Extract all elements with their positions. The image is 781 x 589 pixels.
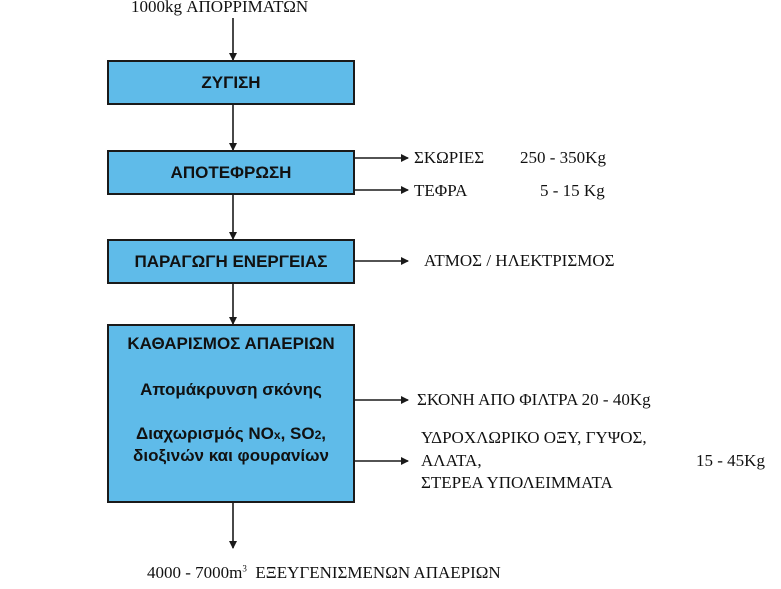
cleaning-separation-line2: διοξινών και φουρανίων: [133, 446, 329, 465]
final-output-label: [147, 563, 501, 583]
separation-suffix: ,: [321, 424, 327, 443]
residues-line1: ΥΔΡΟΧΛΩΡΙΚΟ ΟΞΥ, ΓΥΨΟΣ,: [421, 428, 647, 447]
nox-subscript: x: [273, 428, 281, 442]
box-incineration: ΑΠΟΤΕΦΡΩΣΗ: [107, 150, 355, 195]
input-label: 1000kg ΑΠΟΡΡΙΜΑΤΩΝ: [131, 0, 309, 16]
cleaning-dust-removal: Απομάκρυνση σκόνης: [140, 380, 322, 399]
box-flue-gas-cleaning: [107, 324, 355, 503]
final-description: ΕΞΕΥΓΕΝΙΣΜΕΝΩΝ ΑΠΑΕΡΙΩΝ: [255, 563, 501, 582]
residues-line3: ΣΤΕΡΕΑ ΥΠΟΛΕΙΜΜΑΤΑ: [421, 473, 613, 492]
steam-electricity-output: ΑΤΜΟΣ / ΗΛΕΚΤΡΙΣΜΟΣ: [424, 251, 615, 270]
cleaning-separation-line1: [109, 424, 353, 444]
cubic-superscript: 3: [242, 563, 247, 574]
separation-prefix: Διαχωρισμός NO: [135, 424, 274, 443]
slag-name: ΣΚΩΡΙΕΣ: [414, 148, 485, 167]
so2-subscript: 2: [314, 428, 322, 442]
final-amount: 4000 - 7000m: [147, 563, 243, 582]
residues-amount: 15 - 45Kg: [696, 451, 765, 470]
slag-amount: 250 - 350Kg: [520, 148, 606, 167]
filter-dust-output: ΣΚΟΝΗ ΑΠΟ ΦΙΛΤΡΑ 20 - 40Kg: [417, 390, 651, 409]
residues-line2: ΑΛΑΤΑ,: [421, 451, 482, 470]
box-energy-production: ΠΑΡΑΓΩΓΗ ΕΝΕΡΓΕΙΑΣ: [107, 239, 355, 284]
separation-middle: , SO: [280, 424, 315, 443]
box-weighing: ΖΥΓΙΣΗ: [107, 60, 355, 105]
cleaning-title: ΚΑΘΑΡΙΣΜΟΣ ΑΠΑΕΡΙΩΝ: [127, 334, 335, 353]
ash-name: ΤΕΦΡΑ: [414, 181, 468, 200]
ash-amount: 5 - 15 Kg: [540, 181, 605, 200]
